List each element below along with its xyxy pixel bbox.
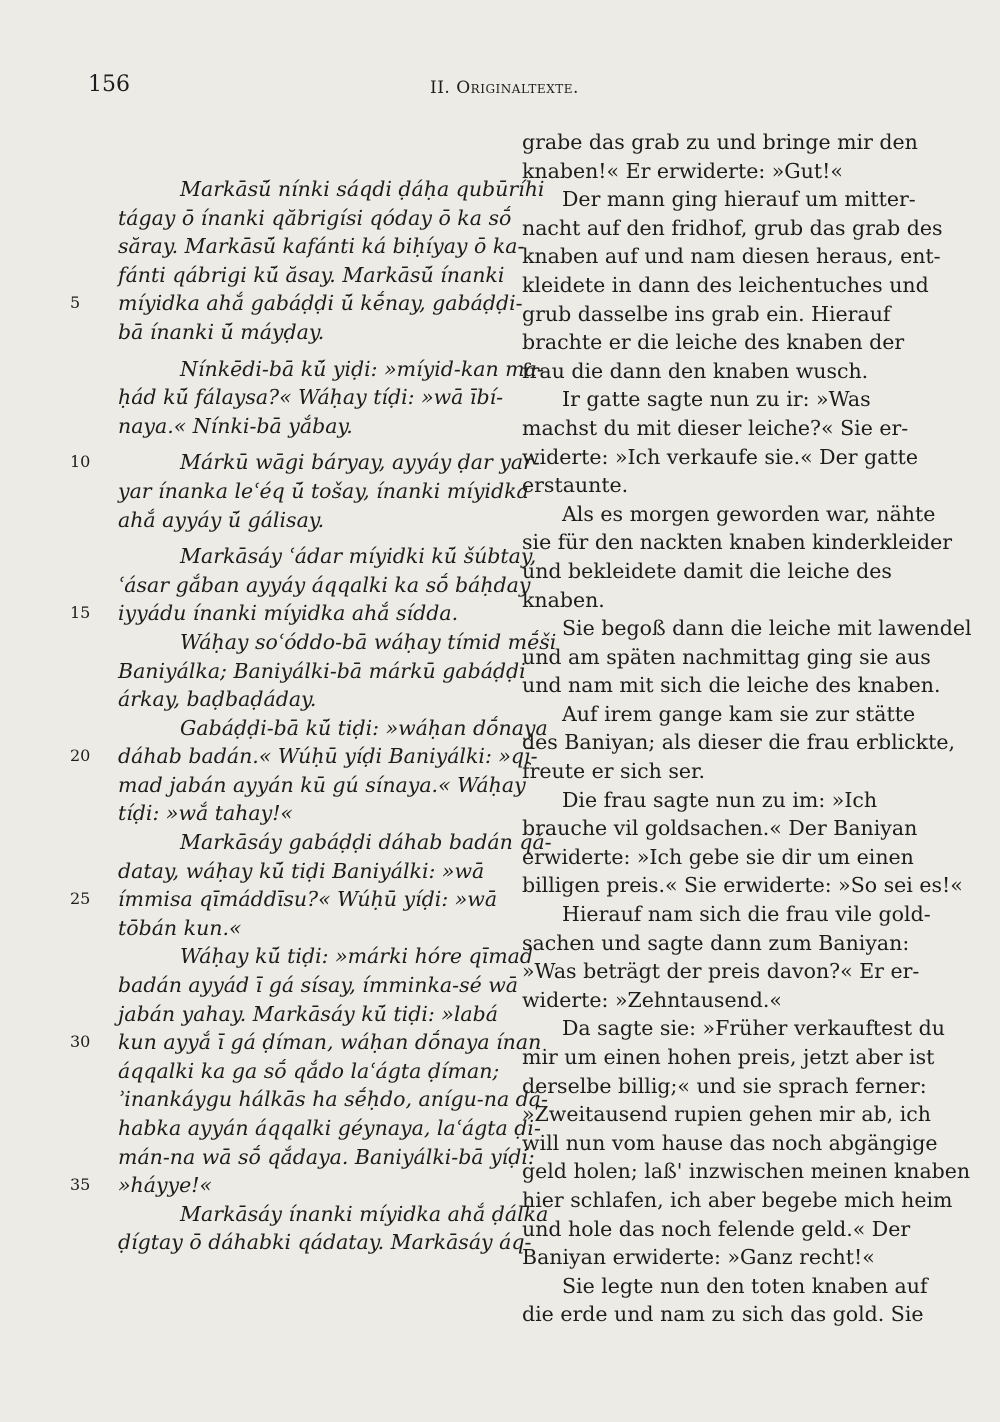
text-line — [70, 1057, 500, 1086]
line-text: erwiderte: »Ich gebe sie dir um einen — [522, 844, 914, 869]
german-translation-column — [522, 128, 972, 1329]
text-line — [522, 500, 936, 529]
line-number: 15 — [70, 603, 91, 623]
text-line — [522, 385, 932, 414]
text-line — [70, 383, 504, 412]
text-line — [522, 1100, 932, 1129]
text-line — [70, 1143, 535, 1172]
text-line — [522, 1072, 932, 1101]
text-line — [522, 1215, 932, 1244]
text-line — [70, 942, 534, 971]
line-text: Markāsáy ínanki míyidka ahắ ḍálka — [180, 1201, 549, 1226]
line-text: áqqalki ka ga sṓ qắdo laʿágta ḍíman; — [118, 1058, 500, 1083]
line-text: grabe das grab zu und bringe mir den — [522, 130, 918, 154]
text-line — [522, 128, 932, 157]
text-line — [522, 1014, 945, 1043]
text-line — [70, 914, 490, 943]
line-text: sachen und sagte dann zum Baniyan: — [522, 930, 910, 955]
line-text: Gabáḍḍi-bā kū́ tiḍi: »wáḥan dṓnaya — [180, 715, 548, 740]
line-text: mán-na wā sṓ qắdaya. Baniyálki-bā yíḍi: — [118, 1144, 535, 1169]
text-line — [70, 885, 498, 914]
somali-text-column — [70, 175, 557, 1257]
text-line — [522, 357, 932, 386]
text-line — [522, 614, 972, 643]
line-text: Márkū wāgi báryay, ayyáy ḍar yar- — [180, 450, 540, 475]
line-text: badán ayyád ī gá sísay, ímminka-sé wā — [118, 973, 519, 998]
line-number: 5 — [70, 293, 81, 313]
text-line — [70, 971, 519, 1000]
line-text: fánti qábrigi kū́ ăsay. Markāsū́ ínanki — [118, 262, 505, 287]
line-text: Als es morgen geworden war, nähte — [562, 501, 936, 526]
line-text: »Zweitausend rupien gehen mir ab, ich — [522, 1102, 931, 1127]
paragraph-gap — [70, 347, 490, 355]
text-line — [70, 477, 529, 506]
text-line — [70, 742, 538, 771]
line-text: naya.« Nínki-bā yắbay. — [118, 413, 353, 438]
line-text: hier schlafen, ich aber begebe mich heim — [522, 1187, 953, 1212]
line-text: Wáḥay kū́ tiḍi: »márki hóre qīmad — [180, 944, 534, 969]
line-text: habka ayyán áqqalki géynaya, laʿágta ḍi- — [118, 1116, 541, 1140]
line-text: nacht auf den fridhof, grub das grab des — [522, 215, 943, 240]
line-text: brauche vil goldsachen.« Der Baniyan — [522, 816, 918, 841]
line-text: Hierauf nam sich die frau vile gold- — [562, 902, 931, 927]
text-line — [522, 643, 932, 672]
line-text: knaben. — [522, 587, 605, 612]
text-line — [522, 586, 932, 615]
text-line — [522, 814, 932, 843]
page-number: 156 — [88, 72, 130, 97]
text-line — [70, 685, 490, 714]
text-line — [522, 1043, 935, 1072]
line-number: 10 — [70, 452, 91, 472]
line-text: widerte: »Zehntausend.« — [522, 987, 782, 1012]
line-text: árkay, baḍbaḍáday. — [118, 687, 317, 712]
text-line — [522, 843, 932, 872]
line-text: kun ayyắ ī gá ḍíman, wáḥan dṓnaya ínan — [118, 1030, 542, 1055]
text-line — [70, 1028, 542, 1057]
text-line — [522, 157, 932, 186]
text-line — [522, 929, 932, 958]
line-text: Nínkēdi-bā kū́ yiḍi: »míyid-kan ma- — [180, 356, 544, 381]
line-text: Wáḥay soʿóddo-bā wáḥay tímid mḗši — [180, 629, 557, 654]
line-text: freute er sich ser. — [522, 759, 706, 784]
text-line — [522, 871, 963, 900]
text-line — [70, 506, 490, 535]
line-text: die erde und nam zu sich das gold. Sie — [522, 1302, 924, 1327]
text-line — [522, 757, 932, 786]
line-text: Ir gatte sagte nun zu ir: »Was — [562, 387, 871, 412]
line-text: ímmisa qīmáddīsu?« Wúḥū yíḍi: »wā — [118, 887, 498, 912]
line-text: des Baniyan; als dieser die frau erblickte, — [522, 730, 955, 755]
text-line — [522, 471, 932, 500]
line-text: und nam mit sich die leiche des knaben. — [522, 673, 941, 698]
text-line — [522, 300, 932, 329]
line-text: machst du mit dieser leiche?« Sie er- — [522, 415, 909, 440]
line-text: mad jabán ayyán kū gú sínaya.« Wáḥay — [118, 772, 526, 797]
line-text: grub dasselbe ins grab ein. Hierauf — [522, 301, 891, 326]
line-text: »háyye!« — [118, 1173, 213, 1198]
text-line — [70, 204, 512, 233]
text-line — [522, 900, 932, 929]
line-text: frau die dann den knaben wusch. — [522, 358, 869, 383]
line-number: 30 — [70, 1032, 91, 1052]
line-text: und hole das noch felende geld.« Der — [522, 1216, 911, 1241]
text-line — [70, 857, 490, 886]
line-text: ʾinankáygu hálkās ha sḗḥdo, anígu-na dá- — [118, 1087, 548, 1112]
line-text: ʿásar gắban ayyáy áqqalki ka sṓ báḥday — [118, 572, 531, 597]
text-line — [522, 1272, 932, 1301]
line-text: Markāsáy gabáḍḍi dáhab badán qá- — [180, 830, 552, 855]
line-text: geld holen; laß' inzwischen meinen knaben — [522, 1159, 971, 1184]
text-line — [522, 557, 932, 586]
text-line — [522, 242, 941, 271]
text-line — [70, 175, 545, 204]
text-line — [522, 957, 932, 986]
text-line — [70, 261, 505, 290]
line-text: derselbe billig;« und sie sprach ferner: — [522, 1073, 927, 1098]
line-number: 25 — [70, 889, 91, 909]
line-text: und bekleidete damit die leiche des — [522, 558, 892, 583]
line-text: jabán yahay. Markāsáy kū́ tiḍi: »labá — [118, 1001, 498, 1026]
line-text: Auf irem gange kam sie zur stätte — [562, 701, 916, 726]
line-text: dáhab badán.« Wúḥū yíḍi Baniyálki: »qī- — [118, 744, 538, 769]
line-text: yar ínanka leʿéq ū́ tošay, ínanki míyidka — [118, 478, 529, 503]
text-line — [522, 700, 932, 729]
text-line — [70, 1171, 490, 1200]
line-text: ḥád kū́ fálaysa?« Wáḥay tíḍi: »wā ībí- — [118, 385, 504, 410]
text-line — [70, 799, 490, 828]
text-line — [70, 1228, 532, 1257]
line-text: Markāsū́ nínki sáqdi ḍáḥa qubūríhi — [180, 177, 545, 201]
running-head: II. Originaltexte. — [430, 78, 579, 98]
text-line — [522, 1243, 932, 1272]
page-header — [0, 72, 1000, 112]
text-line — [70, 448, 540, 477]
text-line — [70, 599, 490, 628]
text-line — [522, 328, 932, 357]
text-line — [522, 528, 952, 557]
line-text: kleidete in dann des leichentuches und — [522, 272, 929, 297]
paragraph-gap — [70, 440, 490, 448]
text-line — [70, 571, 531, 600]
text-line — [70, 289, 523, 318]
line-text: Die frau sagte nun zu im: »Ich — [562, 787, 878, 812]
text-line — [522, 185, 932, 214]
line-text: und am späten nachmittag ging sie aus — [522, 644, 931, 669]
line-text: Baniyan erwiderte: »Ganz recht!« — [522, 1245, 875, 1270]
text-line — [70, 232, 525, 261]
text-line — [522, 1300, 932, 1329]
line-text: iyyádu ínanki míyidka ahắ sídda. — [118, 601, 459, 626]
text-line — [70, 542, 537, 571]
line-text: datay, wáḥay kū́ tiḍi Baniyálki: »wā — [118, 858, 485, 883]
line-text: bā ínanki ū́ máyḍay. — [118, 319, 325, 344]
line-text: tágay ō ínanki qăbrigísi qóday ō ka sṓ — [118, 205, 512, 230]
text-line — [522, 786, 932, 815]
line-text: míyidka ahắ gabáḍḍi ū́ kḗnay, gabáḍḍi- — [118, 291, 523, 316]
text-line — [522, 271, 932, 300]
text-line — [522, 1129, 938, 1158]
line-text: Sie legte nun den toten knaben auf — [562, 1273, 928, 1298]
line-text: Sie begoß dann die leiche mit lawendel — [562, 616, 972, 641]
text-line — [70, 771, 526, 800]
text-line — [70, 1200, 549, 1229]
line-text: Markāsáy ʿádar míyidki kū́ šúbtay, — [180, 544, 537, 569]
line-text: tōbán kun.« — [118, 915, 242, 940]
text-line — [522, 986, 932, 1015]
text-line — [522, 728, 955, 757]
line-text: ahắ ayyáy ū́ gálisay. — [118, 507, 325, 532]
line-text: mir um einen hohen preis, jetzt aber ist — [522, 1045, 935, 1069]
paragraph-gap — [70, 534, 490, 542]
text-line — [70, 828, 552, 857]
text-line — [522, 214, 943, 243]
line-text: brachte er die leiche des knaben der — [522, 330, 905, 355]
text-line — [70, 657, 526, 686]
line-text: erstaunte. — [522, 473, 629, 498]
text-line — [70, 1000, 498, 1029]
text-line — [70, 355, 544, 384]
line-text: Der mann ging hierauf um mitter- — [562, 187, 916, 212]
line-text: Da sagte sie: »Früher verkauftest du — [562, 1016, 945, 1041]
line-text: tíḍi: »wắ tahay!« — [118, 801, 293, 826]
line-number: 35 — [70, 1175, 91, 1195]
line-text: săray. Markāsū́ kafánti ká biḥíyay ō ka- — [118, 234, 525, 259]
line-text: will nun vom hause das noch abgängige — [522, 1130, 938, 1155]
text-line — [70, 714, 548, 743]
line-text: Baniyálka; Baniyálki-bā márkū gabáḍḍi — [118, 658, 526, 683]
line-text: »Was beträgt der preis davon?« Er er- — [522, 959, 920, 984]
text-line — [522, 671, 941, 700]
text-line — [522, 414, 932, 443]
text-line — [70, 412, 490, 441]
line-text: ḍígtay ō dáhabki qádatay. Markāsáy áq- — [118, 1230, 532, 1255]
line-text: knaben auf und nam diesen heraus, ent- — [522, 244, 941, 269]
line-text: billigen preis.« Sie erwiderte: »So sei es!« — [522, 873, 963, 898]
text-line — [522, 1157, 971, 1186]
text-line — [70, 318, 490, 347]
line-text: sie für den nackten knaben kinderkleider — [522, 530, 952, 555]
text-line — [70, 1085, 548, 1114]
line-number: 20 — [70, 746, 91, 766]
line-text: knaben!« Er erwiderte: »Gut!« — [522, 158, 843, 183]
text-line — [70, 1114, 541, 1143]
text-line — [70, 628, 557, 657]
text-line — [522, 1186, 953, 1215]
text-line — [522, 443, 932, 472]
line-text: widerte: »Ich verkaufe sie.« Der gatte — [522, 444, 919, 469]
